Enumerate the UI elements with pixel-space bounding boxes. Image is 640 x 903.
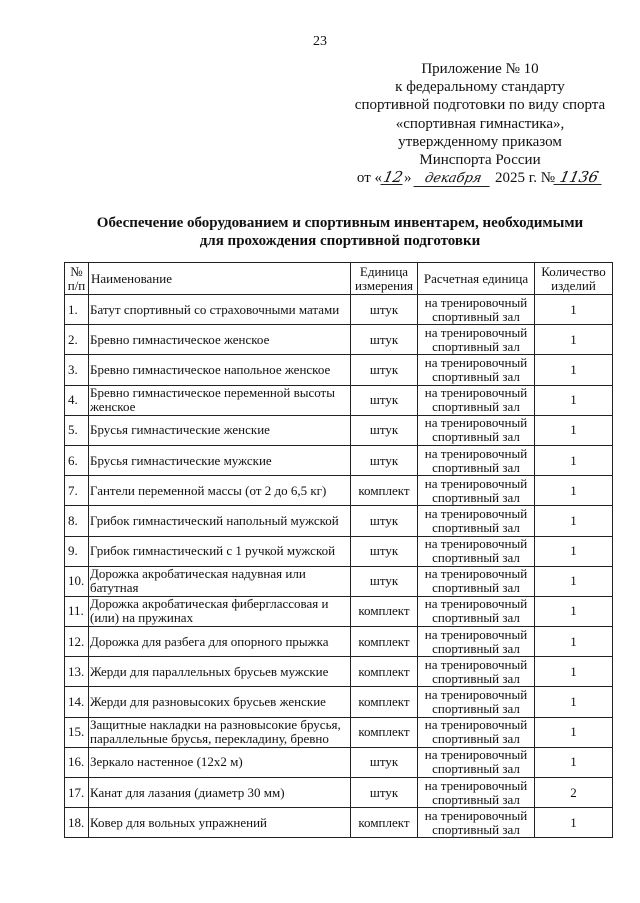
item-name: Гантели переменной массы (от 2 до 6,5 кг) [89, 476, 351, 506]
item-name: Жерди для параллельных брусьев мужские [89, 657, 351, 687]
unit-of-measure: штук [351, 325, 418, 355]
equipment-table [64, 262, 613, 838]
unit-of-measure: штук [351, 295, 418, 325]
unit-of-measure: штук [351, 536, 418, 566]
item-name: Брусья гимнастические мужские [89, 445, 351, 475]
row-number: 1. [65, 295, 89, 325]
calculation-unit: на тренировочный спортивный зал [418, 808, 535, 838]
document-title [0, 214, 640, 250]
table-row [65, 415, 613, 445]
date-year: 2025 г. № [495, 170, 556, 187]
appendix-header [340, 60, 620, 187]
table-row [65, 596, 613, 626]
table-row [65, 355, 613, 385]
item-quantity: 1 [535, 506, 613, 536]
item-quantity: 1 [535, 747, 613, 777]
table-row [65, 325, 613, 355]
header-calc: Расчетная единица [418, 263, 535, 295]
item-quantity: 2 [535, 778, 613, 808]
item-name: Дорожка для разбега для опорного прыжка [89, 627, 351, 657]
unit-of-measure: штук [351, 778, 418, 808]
header-name: Наименование [89, 263, 351, 295]
unit-of-measure: штук [351, 415, 418, 445]
table-row [65, 747, 613, 777]
table-row [65, 476, 613, 506]
table-row [65, 445, 613, 475]
appendix-line: Приложение № 10 [421, 61, 539, 77]
item-name: Дорожка акробатическая фибергласcовая и (или) на пружинах [89, 596, 351, 626]
item-name: Защитные накладки на разновысокие брусья, параллельные брусья, перекладину, бревно [89, 717, 351, 747]
item-name: Жерди для разновысоких брусьев женские [89, 687, 351, 717]
table-row [65, 295, 613, 325]
appendix-line: к федеральному стандарту [395, 79, 565, 96]
unit-of-measure: штук [351, 445, 418, 475]
appendix-line: Минспорта России [419, 152, 541, 169]
title-line-2: для прохождения спортивной подготовки [199, 233, 481, 249]
table-row [65, 808, 613, 838]
row-number: 6. [65, 445, 89, 475]
row-number: 8. [65, 506, 89, 536]
calculation-unit: на тренировочный спортивный зал [418, 415, 535, 445]
table-row [65, 627, 613, 657]
table-row [65, 657, 613, 687]
unit-of-measure: штук [351, 385, 418, 415]
item-name: Бревно гимнастическое переменной высоты женское [89, 385, 351, 415]
title-line-1: Обеспечение оборудованием и спортивным инвентарем, необходимыми [96, 215, 584, 231]
item-name: Канат для лазания (диаметр 30 мм) [89, 778, 351, 808]
unit-of-measure: штук [351, 506, 418, 536]
calculation-unit: на тренировочный спортивный зал [418, 506, 535, 536]
calculation-unit: на тренировочный спортивный зал [418, 747, 535, 777]
unit-of-measure: комплект [351, 476, 418, 506]
item-quantity: 1 [535, 325, 613, 355]
item-quantity: 1 [535, 687, 613, 717]
table-row [65, 536, 613, 566]
item-quantity: 1 [535, 445, 613, 475]
table-row [65, 566, 613, 596]
calculation-unit: на тренировочный спортивный зал [418, 445, 535, 475]
row-number: 18. [65, 808, 89, 838]
row-number: 5. [65, 415, 89, 445]
calculation-unit: на тренировочный спортивный зал [418, 325, 535, 355]
row-number: 17. [65, 778, 89, 808]
table-row [65, 385, 613, 415]
unit-of-measure: комплект [351, 717, 418, 747]
item-quantity: 1 [535, 596, 613, 626]
item-quantity: 1 [535, 657, 613, 687]
handwritten-month: декабря [414, 172, 493, 187]
row-number: 12. [65, 627, 89, 657]
item-name: Грибок гимнастический напольный мужской [89, 506, 351, 536]
item-quantity: 1 [535, 415, 613, 445]
header-unit: Единица измерения [351, 263, 418, 295]
row-number: 7. [65, 476, 89, 506]
item-quantity: 1 [535, 355, 613, 385]
table-row [65, 687, 613, 717]
calculation-unit: на тренировочный спортивный зал [418, 687, 535, 717]
item-name: Бревно гимнастическое женское [89, 325, 351, 355]
unit-of-measure: комплект [351, 596, 418, 626]
calculation-unit: на тренировочный спортивный зал [418, 778, 535, 808]
handwritten-order-number: 1136 [553, 170, 604, 185]
item-name: Бревно гимнастическое напольное женское [89, 355, 351, 385]
calculation-unit: на тренировочный спортивный зал [418, 717, 535, 747]
calculation-unit: на тренировочный спортивный зал [418, 627, 535, 657]
table-row [65, 506, 613, 536]
unit-of-measure: комплект [351, 627, 418, 657]
row-number: 3. [65, 355, 89, 385]
header-qty: Количество изделий [535, 263, 613, 295]
calculation-unit: на тренировочный спортивный зал [418, 295, 535, 325]
unit-of-measure: комплект [351, 687, 418, 717]
table-row [65, 717, 613, 747]
calculation-unit: на тренировочный спортивный зал [418, 385, 535, 415]
item-quantity: 1 [535, 566, 613, 596]
item-name: Брусья гимнастические женские [89, 415, 351, 445]
item-quantity: 1 [535, 627, 613, 657]
row-number: 11. [65, 596, 89, 626]
row-number: 2. [65, 325, 89, 355]
unit-of-measure: штук [351, 747, 418, 777]
row-number: 4. [65, 385, 89, 415]
appendix-line: утвержденному приказом [398, 133, 562, 150]
calculation-unit: на тренировочный спортивный зал [418, 566, 535, 596]
row-number: 16. [65, 747, 89, 777]
calculation-unit: на тренировочный спортивный зал [418, 536, 535, 566]
item-name: Дорожка акробатическая надувная или батутная [89, 566, 351, 596]
item-name: Грибок гимнастический с 1 ручкой мужской [89, 536, 351, 566]
table-row [65, 778, 613, 808]
row-number: 14. [65, 687, 89, 717]
calculation-unit: на тренировочный спортивный зал [418, 596, 535, 626]
calculation-unit: на тренировочный спортивный зал [418, 657, 535, 687]
unit-of-measure: комплект [351, 808, 418, 838]
item-quantity: 1 [535, 295, 613, 325]
appendix-line: спортивной подготовки по виду спорта [354, 97, 606, 114]
row-number: 13. [65, 657, 89, 687]
item-name: Ковер для вольных упражнений [89, 808, 351, 838]
header-num: № п/п [65, 263, 89, 295]
calculation-unit: на тренировочный спортивный зал [418, 476, 535, 506]
appendix-line: «спортивная гимнастика», [395, 115, 565, 132]
date-mid: » [404, 170, 412, 187]
item-name: Зеркало настенное (12x2 м) [89, 747, 351, 777]
item-quantity: 1 [535, 385, 613, 415]
unit-of-measure: комплект [351, 657, 418, 687]
item-quantity: 1 [535, 717, 613, 747]
unit-of-measure: штук [351, 566, 418, 596]
order-date-line [340, 169, 620, 187]
item-quantity: 1 [535, 476, 613, 506]
calculation-unit: на тренировочный спортивный зал [418, 355, 535, 385]
row-number: 9. [65, 536, 89, 566]
table-header-row [65, 263, 613, 295]
handwritten-day: 12 [381, 168, 405, 187]
item-quantity: 1 [535, 536, 613, 566]
page-number: 23 [313, 34, 327, 49]
row-number: 15. [65, 717, 89, 747]
item-name: Батут спортивный со страховочными матами [89, 295, 351, 325]
row-number: 10. [65, 566, 89, 596]
item-quantity: 1 [535, 808, 613, 838]
date-prefix: от « [356, 170, 383, 187]
unit-of-measure: штук [351, 355, 418, 385]
